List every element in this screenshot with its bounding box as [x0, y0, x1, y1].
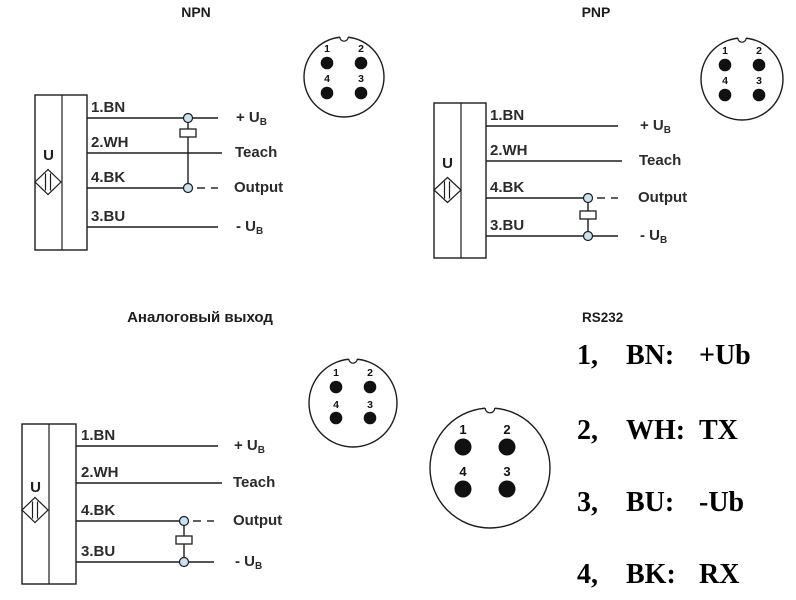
rs232-assignment-row [577, 489, 787, 519]
assignment-wire: BN: [626, 340, 675, 371]
pnp-wiring-graphic [434, 34, 783, 258]
load-resistor [176, 536, 192, 544]
analog-wiring-graphic [22, 355, 397, 584]
pin-dot-3 [499, 481, 516, 498]
connector-pin-number: 2 [503, 422, 511, 437]
connector-pin-number: 2 [358, 43, 364, 55]
assignment-signal: +Ub [699, 340, 751, 371]
sensor-symbol-label: U [442, 155, 453, 172]
pin-dot-1 [330, 381, 343, 394]
connector-circle [309, 359, 397, 447]
rs232-assignment-row [577, 561, 787, 591]
wire-pin-label: 4.BK [91, 169, 126, 186]
signal-label [236, 219, 263, 235]
pin-dot-3 [753, 89, 766, 102]
wire-pin-label: 1.BN [81, 427, 116, 444]
signal-label [234, 438, 265, 454]
junction-node [584, 232, 593, 241]
junction-node [584, 194, 593, 203]
signal-text: - U [235, 553, 255, 570]
analog-title: Аналоговый выход [127, 309, 273, 326]
sensor-symbol-label: U [30, 479, 41, 496]
connector-pin-number: 4 [324, 73, 330, 85]
pin-dot-4 [719, 89, 732, 102]
assignment-number: 4, [577, 559, 598, 590]
signal-text: Teach [639, 152, 682, 169]
signal-label [639, 153, 681, 169]
wire-pin-label: 4.BK [81, 502, 116, 519]
load-resistor [180, 129, 196, 137]
signal-text: Teach [233, 474, 276, 491]
npn-title: NPN [181, 4, 211, 20]
signal-label [233, 513, 282, 529]
pin-dot-1 [719, 59, 732, 72]
pin-dot-3 [364, 412, 377, 425]
connector-circle [701, 38, 783, 120]
signal-label [233, 475, 275, 491]
wire-pin-label: 1.BN [91, 99, 126, 116]
wire-pin-label: 2.WH [490, 142, 528, 159]
connector-pin-number: 1 [722, 45, 728, 57]
connector-pin-number: 3 [358, 73, 364, 85]
pin-dot-3 [355, 87, 368, 100]
pin-dot-4 [455, 481, 472, 498]
signal-label [236, 110, 267, 126]
signal-subscript: B [663, 125, 671, 136]
pin-dot-4 [330, 412, 343, 425]
pin-dot-2 [364, 381, 377, 394]
signal-text: + U [640, 117, 664, 134]
pin-dot-2 [753, 59, 766, 72]
signal-text: - U [640, 227, 660, 244]
signal-text: + U [236, 109, 260, 126]
connector-pin-number: 1 [324, 43, 330, 55]
signal-subscript: B [256, 226, 264, 237]
pin-dot-2 [499, 439, 516, 456]
signal-text: Output [638, 189, 688, 206]
assignment-number: 3, [577, 487, 598, 518]
assignment-wire: BK: [626, 559, 676, 590]
signal-subscript: B [257, 445, 265, 456]
connector-circle [430, 408, 550, 528]
rs232-assignment-row [577, 342, 787, 372]
pnp-title: PNP [581, 4, 611, 20]
pin-dot-1 [455, 439, 472, 456]
signal-label [234, 180, 283, 196]
connector-pin-number: 3 [367, 399, 373, 411]
signal-label [638, 190, 687, 206]
signal-text: Output [233, 512, 283, 529]
wire-pin-label: 3.BU [81, 543, 116, 560]
connector-pin-number: 2 [367, 367, 373, 379]
signal-subscript: B [255, 561, 263, 572]
junction-node [180, 517, 189, 526]
assignment-number: 2, [577, 415, 598, 446]
signal-label [235, 145, 277, 161]
connector-pin-number: 4 [722, 75, 728, 87]
rs232-title: RS232 [582, 310, 624, 325]
wire-pin-label: 1.BN [490, 107, 525, 124]
wire-pin-label: 3.BU [490, 217, 525, 234]
connector-pin-number: 1 [459, 422, 467, 437]
rs232-assignment-row [577, 417, 787, 447]
signal-label [235, 554, 262, 570]
junction-node [184, 114, 193, 123]
signal-subscript: B [660, 235, 668, 246]
signal-text: Teach [235, 144, 278, 161]
load-resistor [580, 211, 596, 219]
connector-pin-number: 1 [333, 367, 339, 379]
wire-pin-label: 2.WH [81, 464, 119, 481]
sensor-symbol-label: U [43, 147, 54, 164]
assignment-signal: RX [699, 559, 740, 590]
connector-pin-number: 2 [756, 45, 762, 57]
connector-circle [304, 37, 384, 117]
assignment-signal: -Ub [699, 487, 745, 518]
wire-pin-label: 3.BU [91, 208, 126, 225]
pin-dot-2 [355, 57, 368, 70]
signal-label [640, 118, 671, 134]
assignment-wire: WH: [626, 415, 686, 446]
wire-pin-label: 4.BK [490, 179, 525, 196]
rs232-connector-graphic [430, 403, 550, 528]
npn-wiring-graphic [35, 33, 384, 250]
pin-dot-1 [321, 57, 334, 70]
connector-pin-number: 3 [503, 464, 511, 479]
assignment-wire: BU: [626, 487, 675, 518]
signal-text: - U [236, 218, 256, 235]
signal-text: + U [234, 437, 258, 454]
signal-text: Output [234, 179, 284, 196]
connector-pin-number: 4 [333, 399, 339, 411]
assignment-number: 1, [577, 340, 598, 371]
junction-node [184, 184, 193, 193]
assignment-signal: TX [699, 415, 738, 446]
signal-label [640, 228, 667, 244]
connector-pin-number: 4 [459, 464, 467, 479]
signal-subscript: B [259, 117, 267, 128]
wire-pin-label: 2.WH [91, 134, 129, 151]
sensor-box [434, 103, 486, 258]
connector-pin-number: 3 [756, 75, 762, 87]
junction-node [180, 558, 189, 567]
pin-dot-4 [321, 87, 334, 100]
sensor-box [35, 95, 87, 250]
